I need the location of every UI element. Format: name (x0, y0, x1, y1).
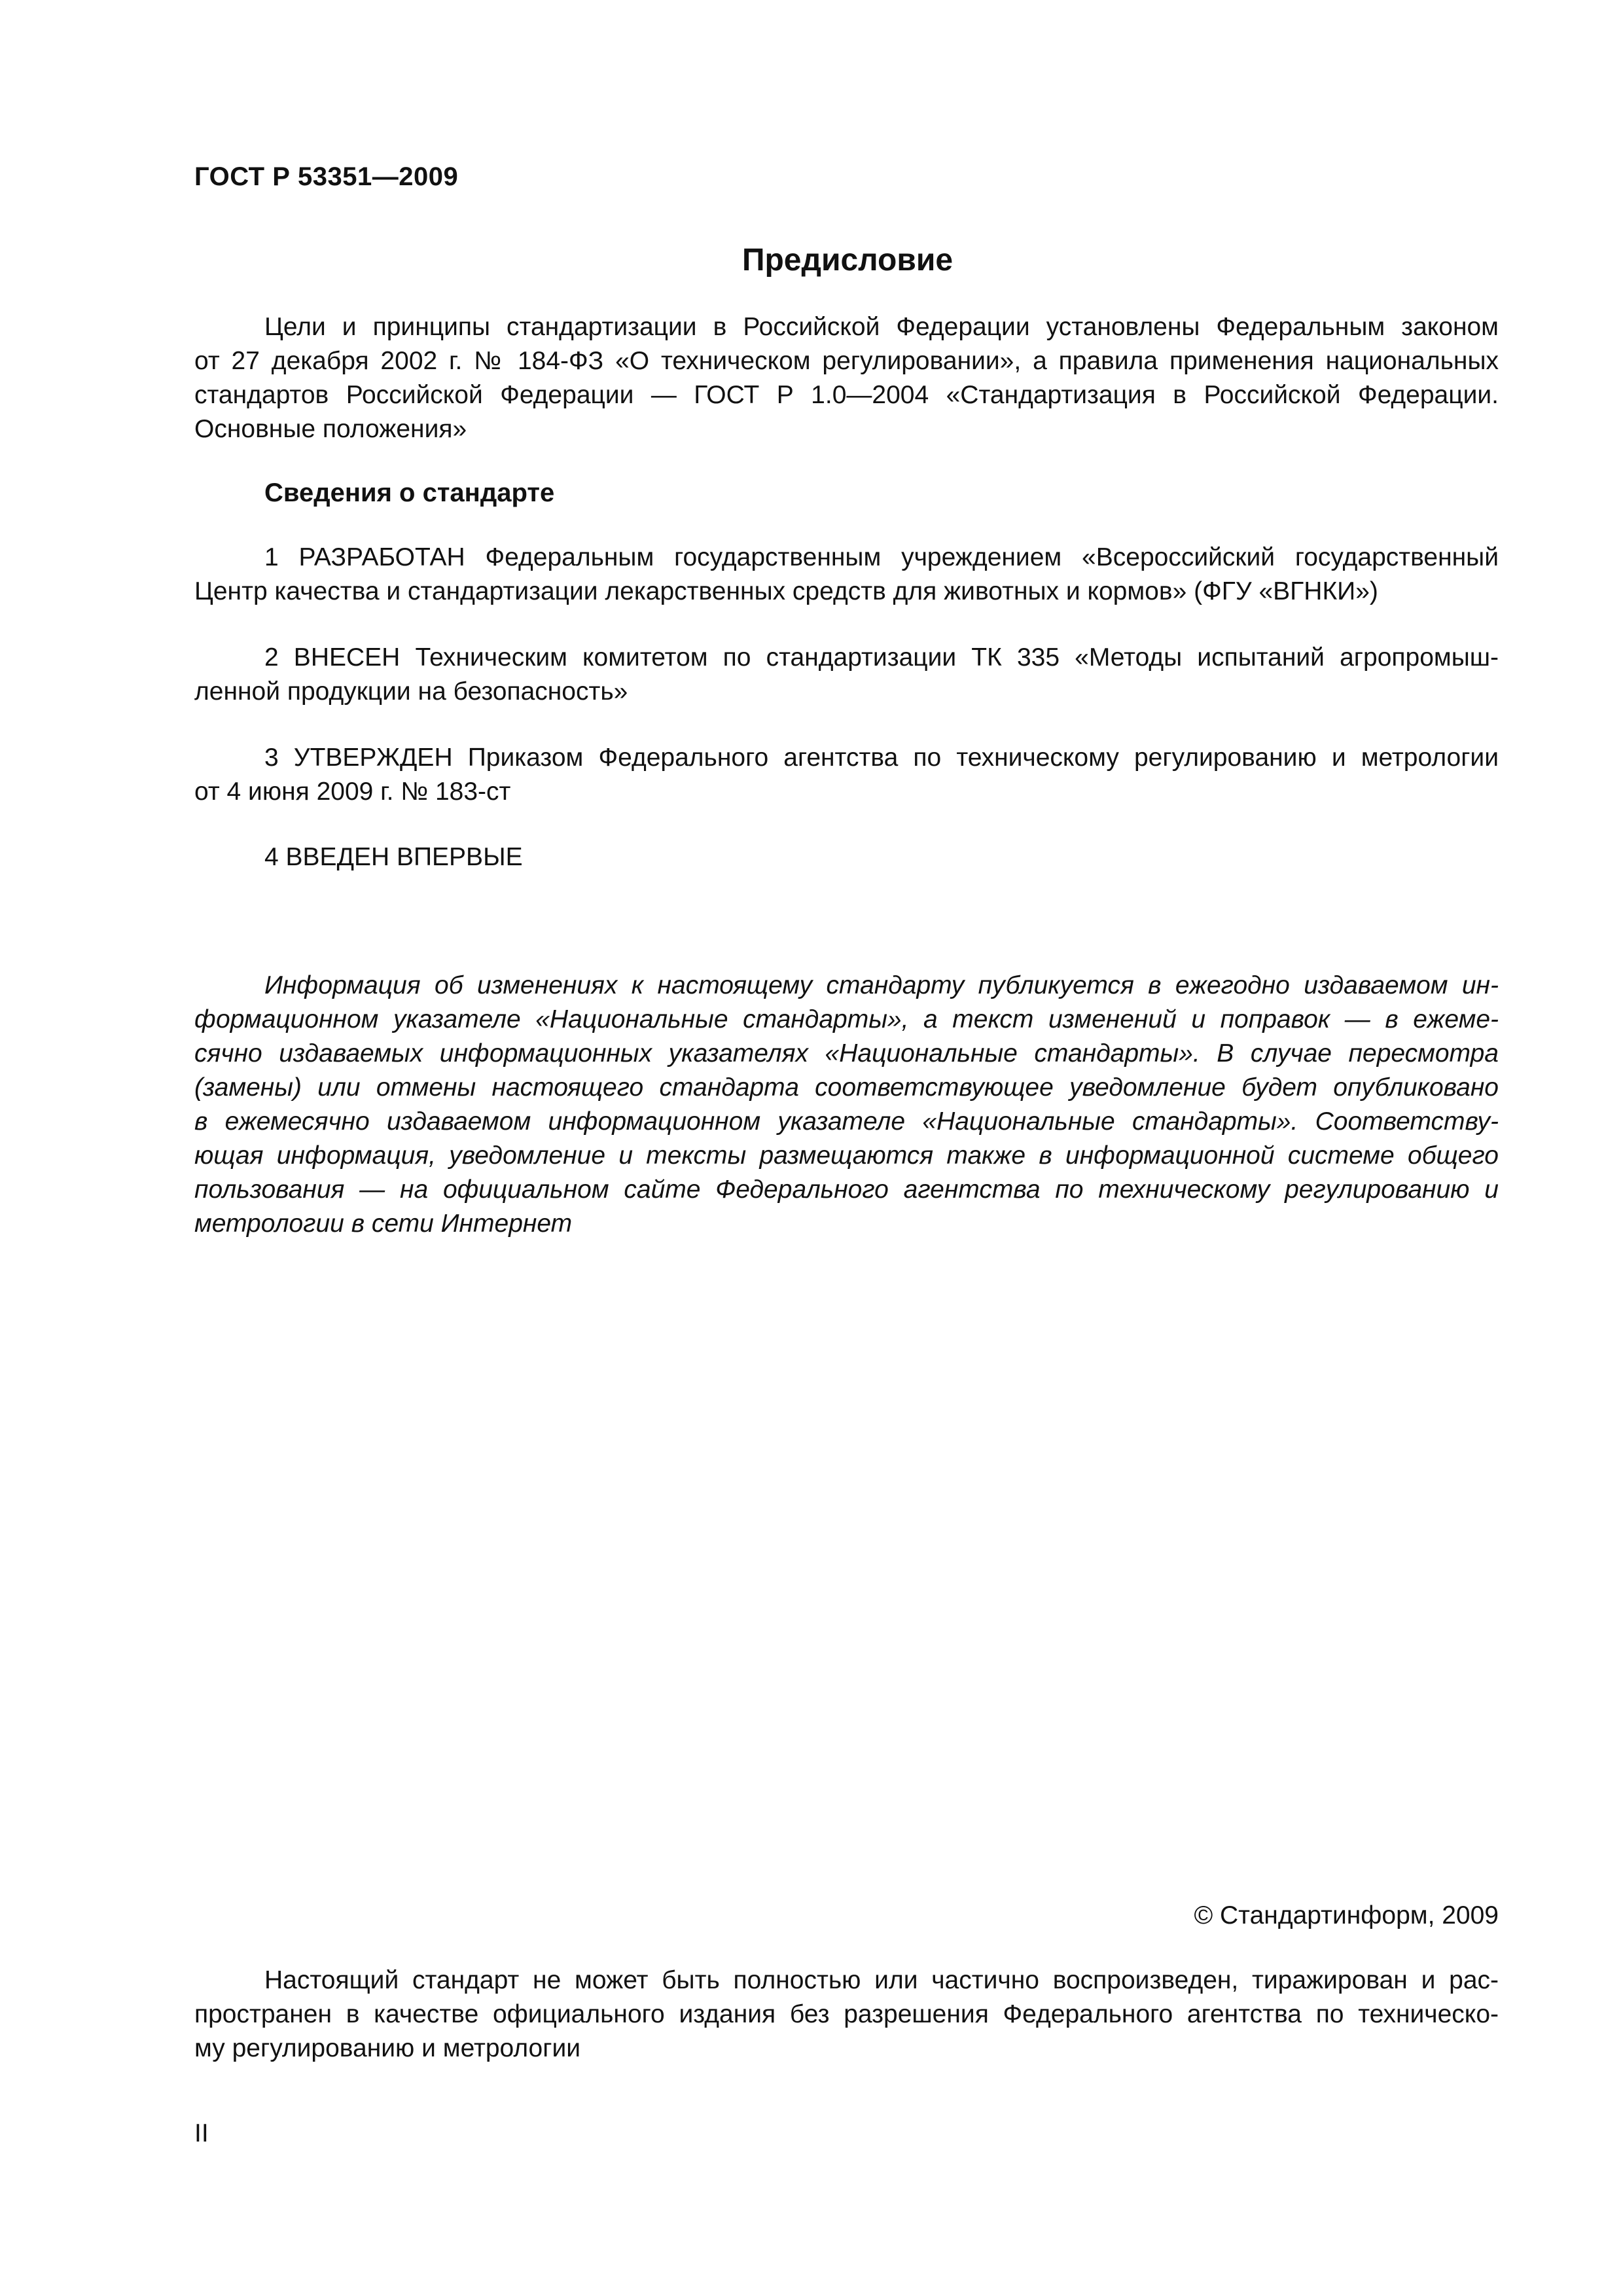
preface-title: Предисловие (741, 243, 954, 278)
standard-info-heading: Сведения о стандарте (264, 478, 555, 507)
copyright-notice: © Стандартинформ, 2009 (1194, 1901, 1499, 1929)
standard-info-item-4 (194, 840, 1499, 874)
preface-intro-line: Цели и принципы стандартизации в Российской Федерации установлены Федеральным законом (264, 313, 1499, 341)
standard-info-line: 3 УТВЕРЖДЕН Приказом Федерального агентства по техническому регулированию и метрологии (264, 744, 1499, 772)
changes-notice-paragraph (194, 969, 1499, 1241)
standard-info-line: Центр качества и стандартизации лекарственных средств для животных и кормов» (ФГУ «ВГНКИ») (194, 577, 1378, 605)
standard-info-line: 2 ВНЕСЕН Техническим комитетом по стандартизации ТК 335 «Методы испытаний агропромыш- (264, 643, 1499, 672)
changes-notice-line: сячно издаваемых информационных указателях «Национальные стандарты». В случае пересмотра (194, 1039, 1499, 1067)
standard-info-item-3 (194, 741, 1499, 809)
standard-info-line: ленной продукции на безопасность» (194, 677, 628, 706)
standard-info-line: 1 РАЗРАБОТАН Федеральным государственным учреждением «Всероссийский государственный (264, 543, 1499, 571)
standard-info-item-1 (194, 541, 1499, 609)
standard-info-line: 4 ВВЕДЕН ВПЕРВЫЕ (264, 843, 523, 871)
preface-intro-paragraph (194, 310, 1499, 446)
changes-notice-line: ющая информация, уведомление и тексты размещаются также в информационной системе общего (194, 1141, 1499, 1170)
standard-info-line: от 4 июня 2009 г. № 183-ст (194, 778, 511, 806)
document-number: ГОСТ Р 53351—2009 (194, 162, 459, 191)
preface-intro-line: Основные положения» (194, 415, 467, 443)
reproduction-notice-line: му регулированию и метрологии (194, 2034, 581, 2062)
changes-notice-line: пользования — на официальном сайте Федерального агентства по техническому регулированию и (194, 1175, 1499, 1204)
preface-intro-line: от 27 декабря 2002 г. № 184-ФЗ «О техническом регулировании», а правила применения национальных (194, 347, 1499, 375)
changes-notice-line: метрологии в сети Интернет (194, 1210, 573, 1238)
reproduction-notice-paragraph (194, 1964, 1499, 2066)
reproduction-notice-line: пространен в качестве официального издания без разрешения Федерального агентства по техническо- (194, 2000, 1499, 2028)
changes-notice-line: в ежемесячно издаваемом информационном указателе «Национальные стандарты». Соответству- (194, 1107, 1499, 1136)
changes-notice-line: (замены) или отмены настоящего стандарта соответствующее уведомление будет опубликовано (194, 1073, 1499, 1102)
changes-notice-line: формационном указателе «Национальные стандарты», а текст изменений и поправок — в ежеме- (194, 1005, 1499, 1033)
reproduction-notice-line: Настоящий стандарт не может быть полностью или частично воспроизведен, тиражирован и рас- (264, 1966, 1499, 1994)
page-number: II (194, 2119, 209, 2147)
changes-notice-line: Информация об изменениях к настоящему стандарту публикуется в ежегодно издаваемом ин- (264, 971, 1499, 999)
preface-intro-line: стандартов Российской Федерации — ГОСТ Р 1.0—2004 «Стандартизация в Российской Федерации. (194, 381, 1499, 409)
standard-info-item-2 (194, 641, 1499, 709)
